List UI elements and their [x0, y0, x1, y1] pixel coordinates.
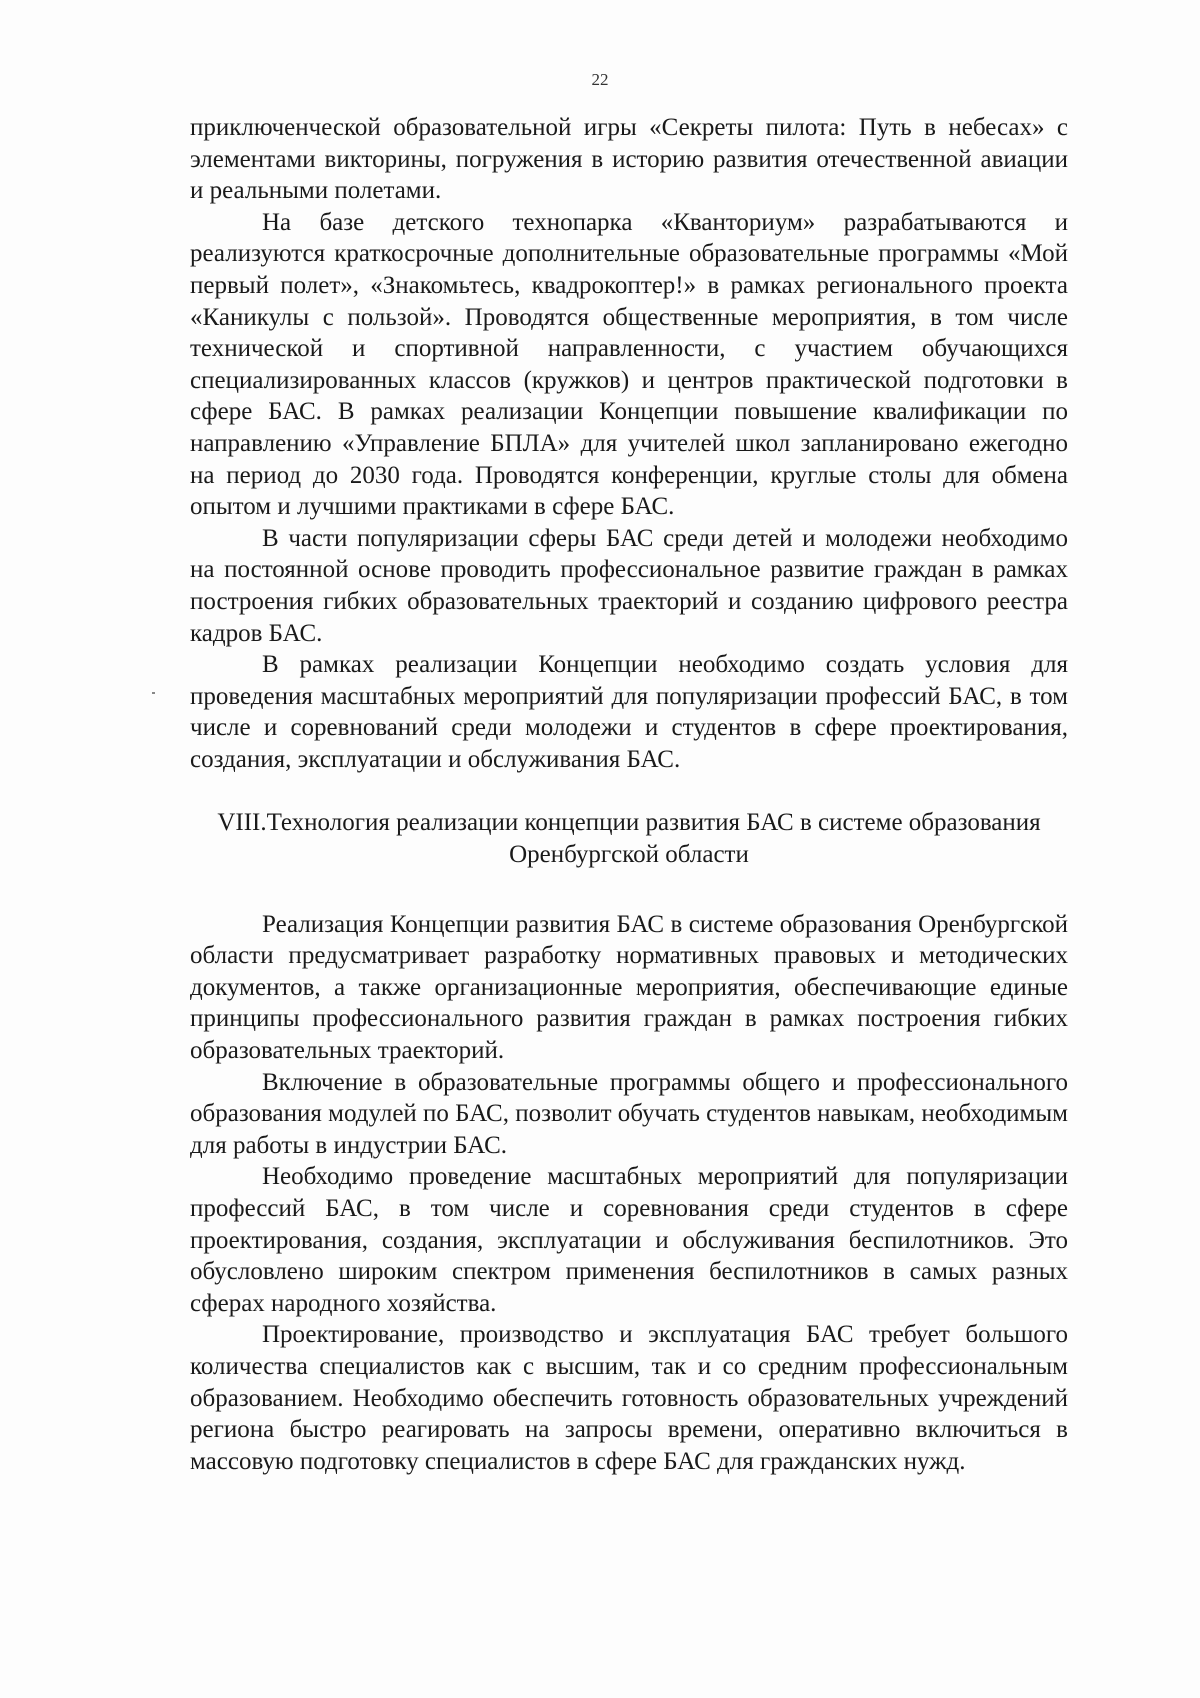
paragraph-popularization: В части популяризации сферы БАС среди детей и молодежи необходимо на постоянной основе проводить профессиональное развитие граждан в рамках построения гибких образовательных траекторий и созданию цифрового реестра кадров БАС.	[190, 524, 1068, 647]
paragraph-competitions: Необходимо проведение масштабных мероприятий для популяризации профессий БАС, в том числе и соревнования среди студентов в сфере проектирования, создания, эксплуатации и обслуживания беспилотников. Это обусловлено широким спектром применения беспилотников в самых разных сферах народного хозяйства.	[190, 1163, 1068, 1317]
page-number: 22	[591, 70, 609, 89]
paragraph-modules: Включение в образовательные программы общего и профессионального образования модулей по БАС, позволит обучать студентов навыкам, необходимым для работы в индустрии БАС.	[190, 1068, 1068, 1159]
section-heading-line1: VIII.Технология реализации концепции развития БАС в системе образования	[217, 809, 1041, 837]
paragraph-concept-events: В рамках реализации Концепции необходимо создать условия для проведения масштабных мероприятий для популяризации профессий БАС, в том числе и соревнований среди молодежи и студентов в сфере проектирования, создания, эксплуатации и обслуживания БАС.	[190, 651, 1068, 773]
scan-speck	[152, 692, 155, 694]
section-body	[190, 909, 1068, 1478]
paragraph-implementation: Реализация Концепции развития БАС в системе образования Оренбургской области предусматривает разработку нормативных правовых и методических документов, а также организационные мероприятия, обеспечивающие единые принципы профессионального развития граждан в рамках построения гибких образовательных траекторий.	[190, 910, 1068, 1065]
page-content	[190, 112, 1068, 1477]
paragraph-continuation: приключенческой образовательной игры «Секреты пилота: Путь в небесах» с элементами викторины, погружения в историю развития отечественной авиации и реальными полетами.	[190, 114, 1068, 205]
paragraph-kvantorium: На базе детского технопарка «Кванториум» разрабатываются и реализуются краткосрочные дополнительные образовательные программы «Мой первый полет», «Знакомьтесь, квадрокоптер!» в рамках регионального проекта «Каникулы с пользой». Проводятся общественные мероприятия, в том числе технической и спортивной направленности, с участием обучающихся специализированных классов (кружков) и центров практической подготовки в сфере БАС. В рамках реализации Концепции повышение квалификации по направлению «Управление БПЛА» для учителей школ запланировано ежегодно на период до 2030 года. Проводятся конференции, круглые столы для обмена опытом и лучшими практиками в сфере БАС.	[190, 208, 1068, 521]
section-heading	[190, 807, 1068, 870]
paragraph-specialists: Проектирование, производство и эксплуатация БАС требует большого количества специалистов как с высшим, так и со средним профессиональным образованием. Необходимо обеспечить готовность образовательных учреждений региона быстро реагировать на запросы времени, оперативно включиться в массовую подготовку специалистов в сфере БАС для гражданских нужд.	[190, 1321, 1068, 1475]
section-heading-line2: Оренбургской области	[509, 841, 749, 869]
